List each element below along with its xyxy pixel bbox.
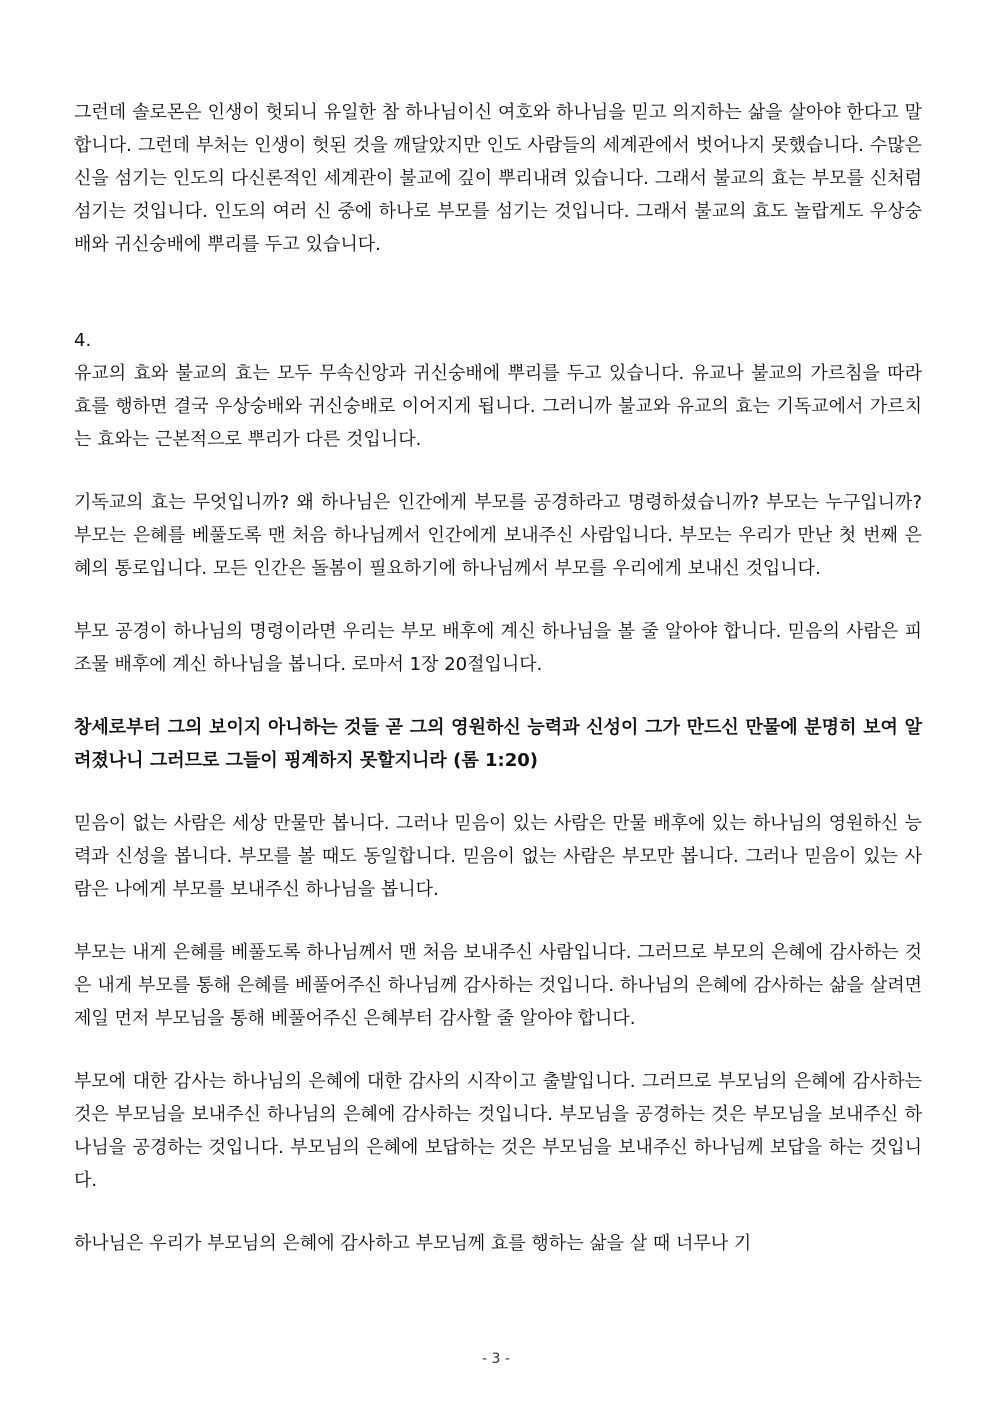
paragraph-christian-filial: 기독교의 효는 무엇입니까? 왜 하나님은 인간에게 부모를 공경하라고 명령하셨습니까? 부모는 누구입니까? 부모는 은혜를 베풀도록 맨 처음 하나님께서 인간에게 보내주신 사람입니다. 부모는 우리가 만난 첫 번째 은혜의 통로입니다. 모든 인간은 돌봄이 필요하기에 하나님께서 부모를 우리에게 보내신 것입니다.	[74, 492, 922, 579]
paragraph-continuation: 하나님은 우리가 부모님의 은혜에 감사하고 부모님께 효를 행하는 삶을 살 때 너무나 기	[74, 1233, 752, 1254]
paragraph-confucian-buddhist: 유교의 효와 불교의 효는 모두 무속신앙과 귀신숭배에 뿌리를 두고 있습니다. 유교나 불교의 가르침을 따라 효를 행하면 결국 우상숭배와 귀신숭배로 이어지게 됩니다. 그러니까 불교와 유교의 효는 기독교에서 가르치는 효와는 근본적으로 뿌리가 다른 것입니다.	[74, 363, 922, 450]
document-page	[74, 96, 922, 1260]
section-number: 4.	[74, 330, 92, 351]
paragraph-faith-sight: 믿음이 없는 사람은 세상 만물만 봅니다. 그러나 믿음이 있는 사람은 만물 배후에 있는 하나님의 영원하신 능력과 신성을 봅니다. 부모를 볼 때도 동일합니다. 믿음이 없는 사람은 부모만 봅니다. 그러나 믿음이 있는 사람은 나에게 부모를 보내주신 하나님을 봅니다.	[74, 813, 922, 900]
paragraph-parent-honor: 부모 공경이 하나님의 명령이라면 우리는 부모 배후에 계신 하나님을 볼 줄 알아야 합니다. 믿음의 사람은 피조물 배후에 계신 하나님을 봅니다. 로마서 1장 20절입니다.	[74, 621, 922, 675]
scripture-quote: 창세로부터 그의 보이지 아니하는 것들 곧 그의 영원하신 능력과 신성이 그가 만드신 만물에 분명히 보여 알려졌나니 그러므로 그들이 핑계하지 못할지니라 (롬 1:20)	[74, 717, 922, 771]
page-number: - 3 -	[482, 1351, 510, 1367]
paragraph-grace: 부모는 내게 은혜를 베풀도록 하나님께서 맨 처음 보내주신 사람입니다. 그러므로 부모의 은혜에 감사하는 것은 내게 부모를 통해 은혜를 베풀어주신 하나님께 감사하는 것입니다. 하나님의 은혜에 감사하는 삶을 살려면 제일 먼저 부모님을 통해 베풀어주신 은혜부터 감사할 줄 알아야 합니다.	[74, 942, 922, 1029]
paragraph-solomon: 그런데 솔로몬은 인생이 헛되니 유일한 참 하나님이신 여호와 하나님을 믿고 의지하는 삶을 살아야 한다고 말합니다. 그런데 부처는 인생이 헛된 것을 깨달았지만 인도 사람들의 세계관에서 벗어나지 못했습니다. 수많은 신을 섬기는 인도의 다신론적인 세계관이 불교에 깊이 뿌리내려 있습니다. 그래서 불교의 효는 부모를 신처럼 섬기는 것입니다. 인도의 여러 신 중에 하나로 부모를 섬기는 것입니다. 그래서 불교의 효도 놀랍게도 우상숭배와 귀신숭배에 뿌리를 두고 있습니다.	[74, 102, 922, 255]
paragraph-gratitude: 부모에 대한 감사는 하나님의 은혜에 대한 감사의 시작이고 출발입니다. 그러므로 부모님의 은혜에 감사하는 것은 부모님을 보내주신 하나님의 은혜에 감사하는 것입니다. 부모님을 공경하는 것은 부모님을 보내주신 하나님을 공경하는 것입니다. 부모님의 은혜에 보답하는 것은 부모님을 보내주신 하나님께 보답을 하는 것입니다.	[74, 1071, 922, 1191]
